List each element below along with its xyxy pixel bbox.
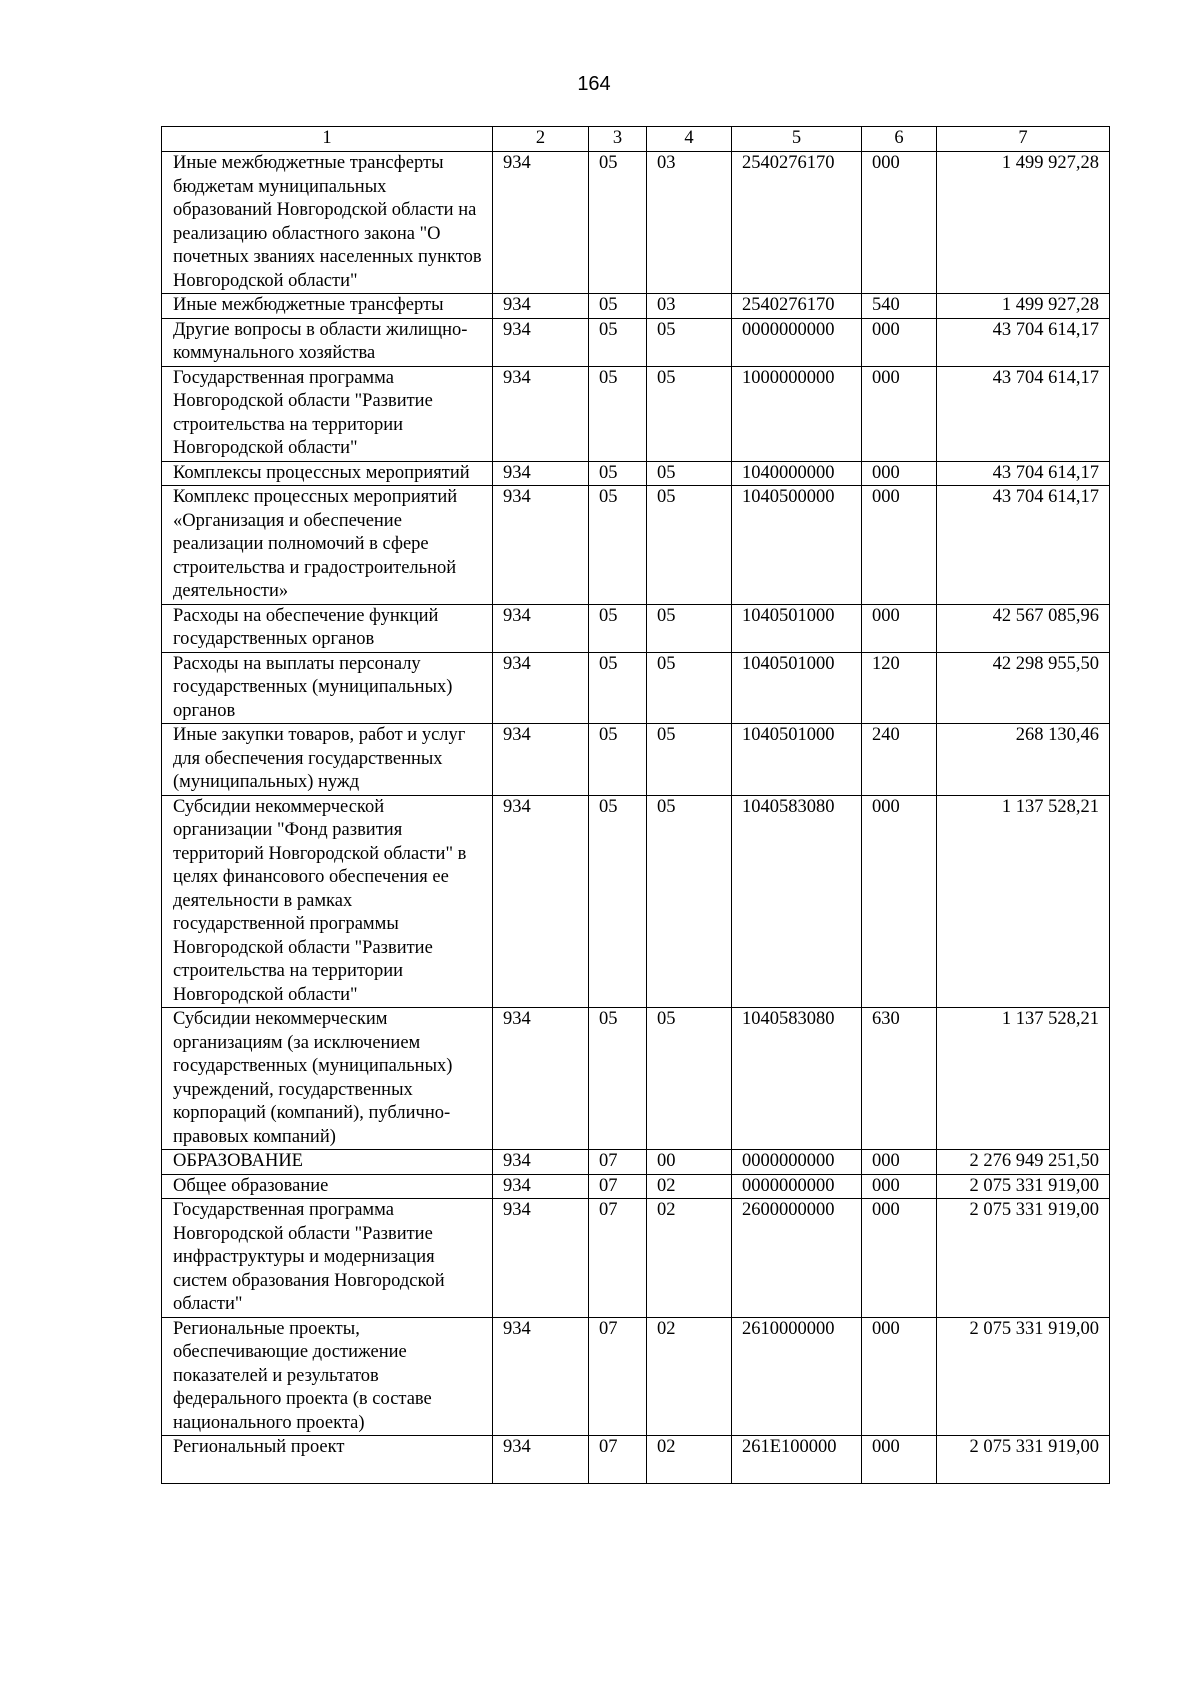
cell-expense-type: 000 xyxy=(862,1150,937,1175)
cell-section: 05 xyxy=(589,294,647,319)
header-cell: 7 xyxy=(937,127,1110,152)
table-row xyxy=(162,366,1110,461)
cell-ministry-code: 934 xyxy=(493,604,589,652)
table-row xyxy=(162,1199,1110,1318)
table-row xyxy=(162,604,1110,652)
cell-section: 05 xyxy=(589,795,647,1008)
cell-name: ОБРАЗОВАНИЕ xyxy=(162,1150,493,1175)
cell-target-article: 0000000000 xyxy=(732,1150,862,1175)
cell-subsection: 05 xyxy=(647,486,732,605)
table-row xyxy=(162,652,1110,724)
cell-target-article: 0000000000 xyxy=(732,1174,862,1199)
cell-ministry-code: 934 xyxy=(493,1436,589,1484)
cell-section: 05 xyxy=(589,1008,647,1150)
cell-subsection: 05 xyxy=(647,795,732,1008)
cell-expense-type: 000 xyxy=(862,1199,937,1318)
table-row xyxy=(162,724,1110,796)
cell-amount: 2 075 331 919,00 xyxy=(937,1436,1110,1484)
table-row xyxy=(162,318,1110,366)
cell-section: 07 xyxy=(589,1436,647,1484)
cell-subsection: 03 xyxy=(647,152,732,294)
cell-name: Другие вопросы в области жилищно-коммунального хозяйства xyxy=(162,318,493,366)
cell-amount: 42 298 955,50 xyxy=(937,652,1110,724)
cell-section: 05 xyxy=(589,152,647,294)
cell-expense-type: 000 xyxy=(862,486,937,605)
cell-expense-type: 000 xyxy=(862,1174,937,1199)
cell-amount: 2 276 949 251,50 xyxy=(937,1150,1110,1175)
cell-target-article: 2540276170 xyxy=(732,294,862,319)
cell-name: Расходы на выплаты персоналу государственных (муниципальных) органов xyxy=(162,652,493,724)
cell-subsection: 05 xyxy=(647,1008,732,1150)
cell-amount: 1 499 927,28 xyxy=(937,294,1110,319)
header-cell: 3 xyxy=(589,127,647,152)
cell-section: 07 xyxy=(589,1317,647,1436)
cell-name: Иные межбюджетные трансферты xyxy=(162,294,493,319)
cell-subsection: 05 xyxy=(647,318,732,366)
table-row xyxy=(162,1150,1110,1175)
cell-subsection: 05 xyxy=(647,724,732,796)
table-row xyxy=(162,152,1110,294)
cell-expense-type: 000 xyxy=(862,1436,937,1484)
table-row xyxy=(162,294,1110,319)
cell-subsection: 05 xyxy=(647,604,732,652)
cell-target-article: 261E100000 xyxy=(732,1436,862,1484)
cell-target-article: 1040000000 xyxy=(732,461,862,486)
cell-ministry-code: 934 xyxy=(493,652,589,724)
cell-section: 07 xyxy=(589,1199,647,1318)
cell-amount: 2 075 331 919,00 xyxy=(937,1199,1110,1318)
cell-section: 05 xyxy=(589,724,647,796)
cell-ministry-code: 934 xyxy=(493,1317,589,1436)
cell-name: Общее образование xyxy=(162,1174,493,1199)
header-cell: 5 xyxy=(732,127,862,152)
cell-expense-type: 540 xyxy=(862,294,937,319)
cell-expense-type: 120 xyxy=(862,652,937,724)
cell-ministry-code: 934 xyxy=(493,1174,589,1199)
cell-amount: 1 137 528,21 xyxy=(937,795,1110,1008)
cell-section: 05 xyxy=(589,318,647,366)
cell-ministry-code: 934 xyxy=(493,366,589,461)
cell-target-article: 1040501000 xyxy=(732,604,862,652)
cell-name: Региональный проект xyxy=(162,1436,493,1484)
cell-subsection: 00 xyxy=(647,1150,732,1175)
cell-ministry-code: 934 xyxy=(493,795,589,1008)
table-row xyxy=(162,461,1110,486)
cell-name: Комплекс процессных мероприятий «Организация и обеспечение реализации полномочий в сфере строительства и градостроительной деятельности» xyxy=(162,486,493,605)
cell-expense-type: 000 xyxy=(862,461,937,486)
cell-amount: 42 567 085,96 xyxy=(937,604,1110,652)
cell-expense-type: 000 xyxy=(862,1317,937,1436)
header-cell: 1 xyxy=(162,127,493,152)
cell-name: Субсидии некоммерческим организациям (за исключением государственных (муниципальных) учреждений, государственных корпораций (компаний), публично-правовых компаний) xyxy=(162,1008,493,1150)
cell-subsection: 03 xyxy=(647,294,732,319)
cell-target-article: 1040583080 xyxy=(732,1008,862,1150)
cell-section: 07 xyxy=(589,1150,647,1175)
cell-subsection: 05 xyxy=(647,461,732,486)
cell-target-article: 1000000000 xyxy=(732,366,862,461)
page-number: 164 xyxy=(577,73,611,95)
cell-ministry-code: 934 xyxy=(493,461,589,486)
cell-amount: 2 075 331 919,00 xyxy=(937,1174,1110,1199)
budget-table xyxy=(161,126,1110,1484)
cell-expense-type: 000 xyxy=(862,318,937,366)
cell-section: 05 xyxy=(589,604,647,652)
cell-target-article: 2610000000 xyxy=(732,1317,862,1436)
table-row xyxy=(162,486,1110,605)
cell-target-article: 2540276170 xyxy=(732,152,862,294)
cell-section: 07 xyxy=(589,1174,647,1199)
cell-name: Региональные проекты, обеспечивающие достижение показателей и результатов федерального проекта (в составе национального проекта) xyxy=(162,1317,493,1436)
cell-expense-type: 240 xyxy=(862,724,937,796)
cell-ministry-code: 934 xyxy=(493,724,589,796)
header-cell: 2 xyxy=(493,127,589,152)
cell-expense-type: 000 xyxy=(862,795,937,1008)
cell-expense-type: 630 xyxy=(862,1008,937,1150)
header-row xyxy=(162,127,1110,152)
cell-amount: 43 704 614,17 xyxy=(937,366,1110,461)
cell-target-article: 1040583080 xyxy=(732,795,862,1008)
cell-section: 05 xyxy=(589,652,647,724)
cell-name: Расходы на обеспечение функций государственных органов xyxy=(162,604,493,652)
cell-section: 05 xyxy=(589,366,647,461)
cell-ministry-code: 934 xyxy=(493,152,589,294)
cell-ministry-code: 934 xyxy=(493,1199,589,1318)
cell-subsection: 02 xyxy=(647,1199,732,1318)
cell-amount: 43 704 614,17 xyxy=(937,318,1110,366)
cell-subsection: 05 xyxy=(647,652,732,724)
cell-expense-type: 000 xyxy=(862,366,937,461)
table-row xyxy=(162,1317,1110,1436)
cell-target-article: 1040501000 xyxy=(732,652,862,724)
table-row xyxy=(162,795,1110,1008)
cell-ministry-code: 934 xyxy=(493,294,589,319)
cell-name: Иные межбюджетные трансферты бюджетам муниципальных образований Новгородской области на реализацию областного закона "О почетных званиях населенных пунктов Новгородской области" xyxy=(162,152,493,294)
cell-target-article: 1040500000 xyxy=(732,486,862,605)
cell-expense-type: 000 xyxy=(862,152,937,294)
table-row xyxy=(162,1174,1110,1199)
cell-amount: 1 499 927,28 xyxy=(937,152,1110,294)
cell-amount: 1 137 528,21 xyxy=(937,1008,1110,1150)
cell-subsection: 02 xyxy=(647,1174,732,1199)
cell-target-article: 0000000000 xyxy=(732,318,862,366)
cell-subsection: 05 xyxy=(647,366,732,461)
cell-amount: 43 704 614,17 xyxy=(937,486,1110,605)
cell-section: 05 xyxy=(589,461,647,486)
header-cell: 6 xyxy=(862,127,937,152)
header-cell: 4 xyxy=(647,127,732,152)
cell-ministry-code: 934 xyxy=(493,1150,589,1175)
cell-amount: 2 075 331 919,00 xyxy=(937,1317,1110,1436)
cell-target-article: 1040501000 xyxy=(732,724,862,796)
cell-name: Иные закупки товаров, работ и услуг для обеспечения государственных (муниципальных) нужд xyxy=(162,724,493,796)
table-body xyxy=(162,152,1110,1484)
cell-name: Государственная программа Новгородской области "Развитие строительства на территории Новгородской области" xyxy=(162,366,493,461)
cell-ministry-code: 934 xyxy=(493,318,589,366)
cell-amount: 268 130,46 xyxy=(937,724,1110,796)
cell-amount: 43 704 614,17 xyxy=(937,461,1110,486)
cell-ministry-code: 934 xyxy=(493,1008,589,1150)
cell-name: Субсидии некоммерческой организации "Фонд развития территорий Новгородской области" в целях финансового обеспечения ее деятельности в рамках государственной программы Новгородской области "Развитие строительства на территории Новгородской области" xyxy=(162,795,493,1008)
table-row xyxy=(162,1008,1110,1150)
cell-ministry-code: 934 xyxy=(493,486,589,605)
cell-subsection: 02 xyxy=(647,1436,732,1484)
cell-subsection: 02 xyxy=(647,1317,732,1436)
cell-target-article: 2600000000 xyxy=(732,1199,862,1318)
cell-expense-type: 000 xyxy=(862,604,937,652)
cell-section: 05 xyxy=(589,486,647,605)
cell-name: Государственная программа Новгородской области "Развитие инфраструктуры и модернизация систем образования Новгородской области" xyxy=(162,1199,493,1318)
cell-name: Комплексы процессных мероприятий xyxy=(162,461,493,486)
table-row xyxy=(162,1436,1110,1484)
